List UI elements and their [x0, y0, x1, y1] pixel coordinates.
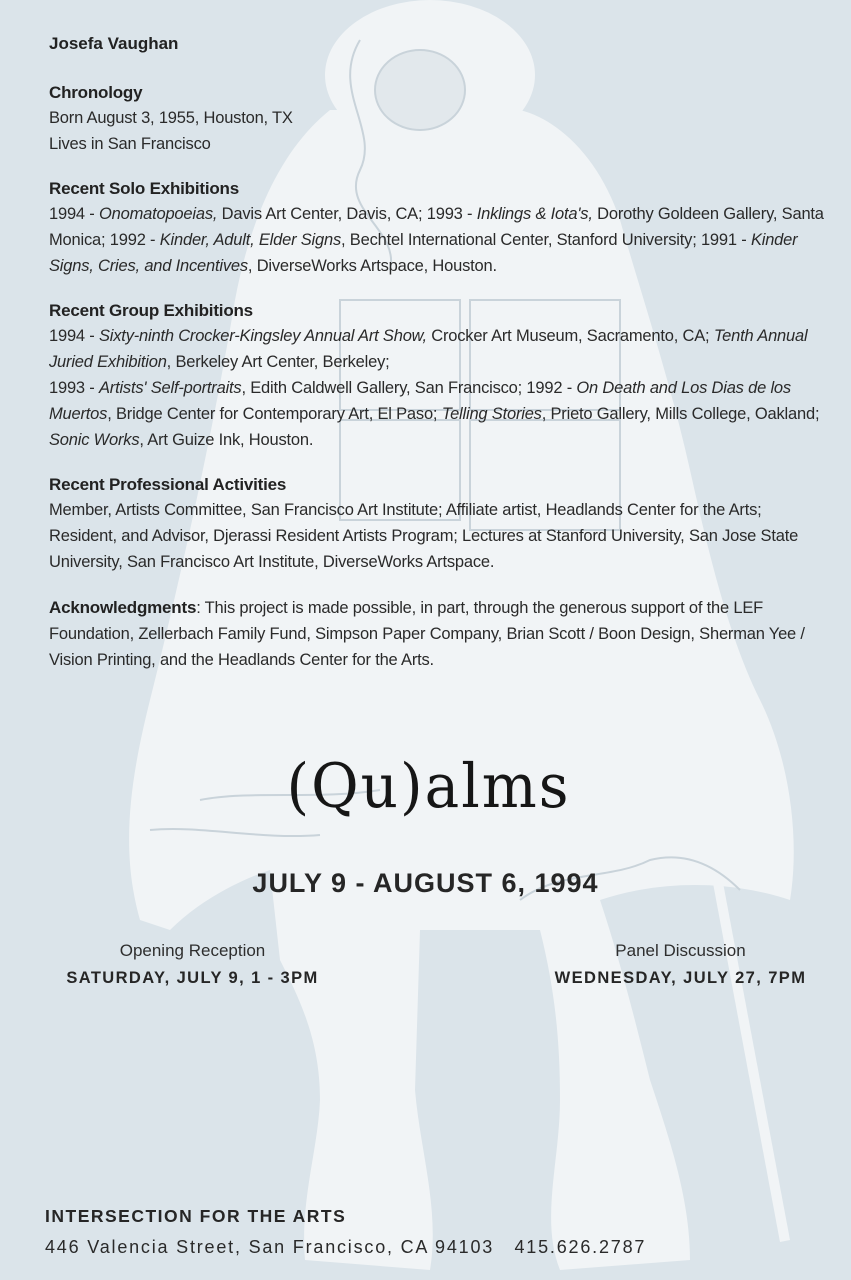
venue-name: INTERSECTION FOR THE ARTS — [45, 1206, 347, 1226]
exhibition-title: Artists' Self-portraits — [98, 379, 242, 397]
artist-info — [49, 34, 824, 693]
text-run: , Prieto Gallery, Mills College, Oakland; — [541, 405, 820, 423]
opening-reception-label: Opening Reception — [119, 941, 266, 960]
exhibition-title: Telling Stories — [441, 405, 542, 423]
group-exhibitions-section — [49, 299, 824, 453]
opening-reception — [45, 940, 340, 988]
text-run: Crocker Art Museum, Sacramento, CA; — [426, 327, 714, 345]
text-run: , Edith Caldwell Gallery, San Francisco; 1992 - — [241, 379, 577, 397]
panel-discussion — [533, 940, 828, 988]
acknowledgments-text: : This project is made possible, in part, through the generous support of the LEF Foundation, Zellerbach Family Fund, Simpson Paper Company, Brian Scott / Boon Design, Sherman Yee / Vision Printing, and the Headlands Center for the Arts. — [49, 599, 805, 669]
chronology-born: Born August 3, 1955, Houston, TX — [49, 109, 293, 127]
text-run: , DiverseWorks Artspace, Houston. — [247, 257, 497, 275]
professional-activities-section — [49, 473, 824, 575]
acknowledgments-title: Acknowledgments — [49, 598, 197, 617]
chronology-title: Chronology — [49, 83, 143, 102]
exhibition-title: Inklings & Iota's, — [476, 205, 593, 223]
panel-discussion-label: Panel Discussion — [615, 941, 746, 960]
group-exhibitions-text-1993 — [49, 375, 824, 453]
exhibition-title: Onomatopoeias, — [98, 205, 218, 223]
venue-info — [45, 1206, 646, 1258]
exhibition-title: Kinder, Adult, Elder Signs — [159, 231, 342, 249]
opening-reception-time: SATURDAY, JULY 9, 1 - 3PM — [66, 969, 319, 987]
solo-exhibitions-section — [49, 177, 824, 279]
panel-discussion-time: WEDNESDAY, JULY 27, 7PM — [554, 969, 807, 987]
group-exhibitions-text-1994 — [49, 323, 824, 375]
show-dates: JULY 9 - AUGUST 6, 1994 — [252, 868, 599, 898]
professional-activities-text: Member, Artists Committee, San Francisco Art Institute; Affiliate artist, Headlands Center for the Arts; Resident, and Advisor, Djerassi Resident Artists Program; Lectures at Stanford University, San Jose State University, San Francisco Art Institute, DiverseWorks Artspace. — [49, 501, 799, 571]
acknowledgments-section — [49, 595, 824, 673]
exhibition-title: Tenth Annual Juried Exhibition — [49, 327, 808, 371]
text-run: 1994 - — [49, 327, 99, 345]
exhibition-title: On Death and Los Dias de los Muertos — [49, 379, 791, 423]
show-title-block — [0, 752, 851, 820]
chronology-lives: Lives in San Francisco — [49, 135, 211, 153]
text-run: , Bridge Center for Contemporary Art, El Paso; — [107, 405, 442, 423]
group-exhibitions-title: Recent Group Exhibitions — [49, 301, 253, 320]
text-run: Davis Art Center, Davis, CA; 1993 - — [217, 205, 477, 223]
artist-name: Josefa Vaughan — [49, 34, 179, 53]
solo-exhibitions-text — [49, 201, 824, 279]
professional-activities-title: Recent Professional Activities — [49, 475, 287, 494]
exhibition-title: Kinder Signs, Cries, and Incentives — [49, 231, 798, 275]
exhibition-title: Sonic Works — [49, 431, 140, 449]
solo-exhibitions-title: Recent Solo Exhibitions — [49, 179, 239, 198]
exhibition-title: Sixty-ninth Crocker-Kingsley Annual Art Show, — [98, 327, 427, 345]
text-run: , Art Guize Ink, Houston. — [139, 431, 314, 449]
chronology-section — [49, 81, 824, 157]
text-run: Dorothy Goldeen Gallery, Santa Monica; 1992 - — [49, 205, 824, 249]
show-title: (Qu)alms — [286, 750, 571, 822]
venue-address: 446 Valencia Street, San Francisco, CA 94103 415.626.2787 — [45, 1237, 647, 1257]
text-run: , Bechtel International Center, Stanford University; 1991 - — [341, 231, 751, 249]
text-run: 1994 - — [49, 205, 99, 223]
text-run: 1993 - — [49, 379, 99, 397]
text-run: , Berkeley Art Center, Berkeley; — [166, 353, 390, 371]
